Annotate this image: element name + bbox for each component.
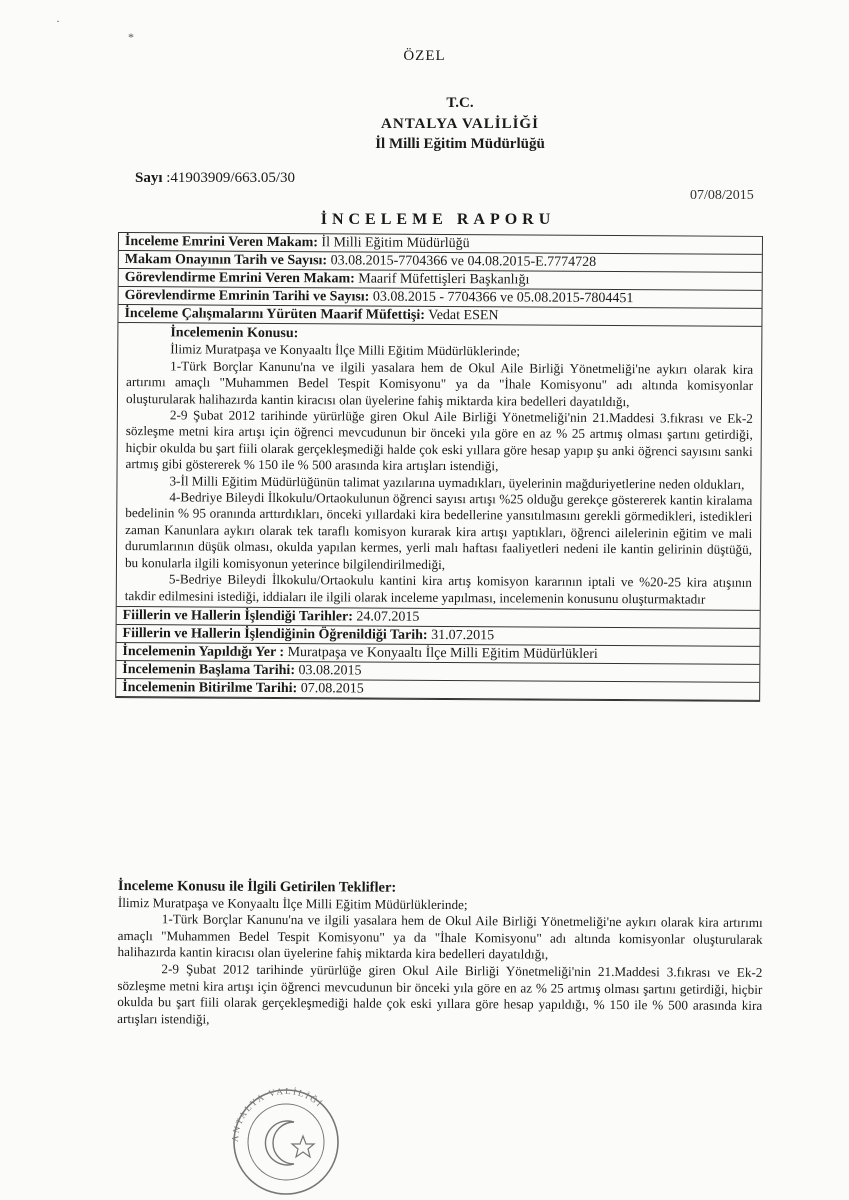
date-value: 03.08.2015	[294, 662, 362, 679]
field-label: İnceleme Çalışmalarını Yürüten Maarif Müfettişi:	[124, 306, 425, 323]
star-icon	[292, 1136, 314, 1157]
proposals-intro: İlimiz Muratpaşa ve Konyaaltı İlçe Milli Eğitim Müdürlüklerinde;	[117, 894, 468, 912]
date-value: 31.07.2015	[427, 627, 495, 644]
country-heading: T.C.	[446, 95, 474, 111]
seal-inner-ring	[248, 1104, 324, 1180]
field-label: İnceleme Emrini Veren Makam:	[124, 234, 318, 251]
field-value: Maarif Müfettişleri Başkanlığı	[354, 271, 530, 288]
subject-intro: İlimiz Muratpaşa ve Konyaaltı İlçe Milli Eğitim Müdürlüklerinde;	[170, 341, 521, 359]
classification-label: ÖZEL	[403, 48, 446, 64]
subject-label: İncelemenin Konusu:	[170, 325, 299, 342]
report-table	[115, 232, 763, 702]
scan-speck: ·	[56, 14, 60, 28]
field-value: İl Milli Eğitim Müdürlüğü	[317, 235, 470, 252]
crescent-icon	[265, 1121, 294, 1165]
date-label: İncelemenin Başlama Tarihi:	[122, 661, 296, 678]
field-value: 03.08.2015-7704366 ve 04.08.2015-E.7774728	[327, 253, 597, 270]
subject-paragraph: 2-9 Şubat 2012 tarihinde yürürlüğe giren Okul Aile Birliği Yönetmeliği'nin 21.Maddesi 3.fıkrası ve Ek-2 sözleşme metni kira artışı için öğrenci mevcudunun bir önceki yıla göre en az % 25 artmış olması şartını getirdiği, hiçbir okulda bu şart fiili olarak gerçekleşmediği halde çok eski yıllara göre hesap yapıp şu anki öğrenci sayısını sanki artmış gibi göstererek % 150 ile % 500 arasında kira artışları istendiği,	[125, 407, 753, 474]
field-label: Görevlendirme Emrinin Tarihi ve Sayısı:	[124, 288, 370, 305]
subject-paragraph: 4-Bedriye Bileydi İlkokulu/Ortaokulunun öğrenci sayısı artışı %25 olduğu gerekçe göstererek kantin kiralama bedelinin % 95 oranında arttırdıkları, önceki yıllardaki kira bedellerine yansıtılmasını gerekli görmedikleri, istedikleri zaman Kanunlara aykırı olarak tek taraflı komisyon kurarak kira artışı yaptıkları, öğrenci ailelerinin eğitim ve mali durumlarının düşük olması, okulda yapılan kermes, yerli malı haftası faaliyetleri nedeni ile kantin gelirinin düştüğü, bu konularla ilgili komisyonun yeterince bilgilendirilmediği,	[124, 489, 753, 572]
date-label: İncelemenin Bitirilme Tarihi:	[122, 679, 298, 697]
report-title: İNCELEME RAPORU	[320, 211, 556, 228]
directorate-heading: İl Milli Eğitim Müdürlüğü	[375, 136, 545, 152]
reference-number	[135, 170, 295, 187]
date-value: 07.08.2015	[297, 681, 364, 697]
date-value: Muratpaşa ve Konyaaltı İlçe Milli Eğitim Müdürlükleri	[284, 644, 598, 662]
proposals-paragraph: 1-Türk Borçlar Kanunu'na ve ilgili yasalara hem de Okul Aile Birliği Yönetmeliği'ne aykırı olarak kira artırımı amaçlı "Muhammen Bedel Tespit Komisyonu" ya da "İhale Komisyonu" adı altında komisyonlar oluşturularak halihazırda kantin kiracısı olan üyelerine fahiş miktarda kira bedelleri dayatıldığı,	[117, 911, 763, 963]
reference-value: :41903909/663.05/30	[166, 170, 296, 186]
field-label: Makam Onayının Tarih ve Sayısı:	[124, 252, 328, 269]
subject-section	[117, 323, 762, 611]
date-value: 24.07.2015	[352, 609, 420, 625]
proposals-paragraph: 2-9 Şubat 2012 tarihinde yürürlüğe giren Okul Aile Birliği Yönetmeliği'nin 21.Maddesi 3.fıkrası ve Ek-2 sözleşme metni kira artışı için öğrenci mevcudunun bir önceki yıla göre en az % 25 artmış olması şartını getirdiği, hiçbir okulda bu şart fiili olarak gerçekleşmediği halde çok eski yıllara göre hesap yapıldığı, % 150 ile % 500 arasında kira artışları istendiği,	[117, 961, 763, 1027]
date-label: İncelemenin Yapıldığı Yer :	[122, 643, 285, 660]
subject-paragraph: 5-Bedriye Bileydi İlkokulu/Ortaokulu kantini kira artış komisyon kararının iptali ve %20-25 kira atışının takdir edilmesini istediği, iddiaları ile ilgili olarak inceleme yapılması, incelemenin konusunu oluşturmaktadır	[124, 571, 752, 607]
subject-paragraph: 3-İl Milli Eğitim Müdürlüğünün talimat yazılarına uymadıkları, üyelerinin mağduriyetlerine neden oldukları,	[169, 472, 745, 492]
field-value: 03.08.2015 - 7704366 ve 05.08.2015-7804451	[369, 289, 634, 307]
document-date: 07/08/2015	[690, 188, 754, 203]
official-seal	[208, 1072, 358, 1197]
date-row	[116, 679, 759, 701]
field-value: Vedat ESEN	[424, 307, 499, 324]
field-label: Görevlendirme Emrini Veren Makam:	[124, 270, 355, 287]
reference-label: Sayı	[135, 170, 163, 186]
proposals-label: İnceleme Konusu ile İlgili Getirilen Teklifler:	[117, 878, 397, 896]
subject-paragraph: 1-Türk Borçlar Kanunu'na ve ilgili yasalara hem de Okul Aile Birliği Yönetmeliği'ne aykırı olarak kira artırımı amaçlı "Muhammen Bedel Tespit Komisyonu" ya da "İhale Komisyonu" adı altında komisyonlar oluşturularak halihazırda kantin kiracısı olan üyelerine fahiş miktarda kira bedelleri dayatıldığı,	[125, 358, 754, 409]
scan-speck: *	[128, 30, 134, 44]
seal-text: ANTALYA VALİLİĞİ	[229, 1085, 326, 1143]
proposals-section	[117, 878, 763, 1031]
governorship-heading: ANTALYA VALİLİĞİ	[381, 116, 539, 132]
date-label: Fiillerin ve Hallerin İşlendiği Tarihler:	[122, 607, 353, 625]
date-label: Fiillerin ve Hallerin İşlendiğinin Öğrenildiği Tarih:	[122, 625, 428, 643]
